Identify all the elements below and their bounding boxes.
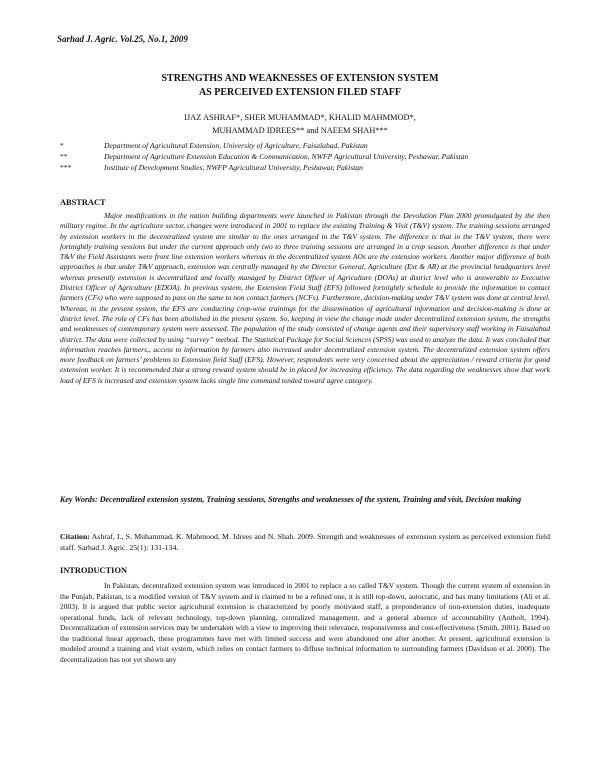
affiliation-item — [60, 152, 550, 162]
affiliation-text: Department of Agriculture Extension Education & Communication, NWFP Agricultural University, Peshawar, Pakistan — [104, 152, 469, 161]
author-list — [0, 111, 600, 137]
authors-line-1: IJAZ ASHRAF*, SHER MUHAMMAD*, KHALID MAHMMOD*, — [184, 113, 416, 122]
paper-title — [0, 72, 600, 100]
title-line-1: STRENGTHS AND WEAKNESSES OF EXTENSION SYSTEM — [161, 73, 439, 84]
introduction-heading: INTRODUCTION — [60, 566, 128, 575]
title-line-2: AS PERCEIVED EXTENSION FILED STAFF — [198, 87, 402, 98]
affiliation-mark: * — [60, 141, 64, 150]
authors-line-2: MUHAMMAD IDREES** and NAEEM SHAH*** — [212, 126, 388, 135]
journal-header: Sarhad J. Agric. Vol.25, No.1, 2009 — [57, 34, 188, 44]
affiliation-item — [60, 163, 550, 173]
affiliation-text: Institute of Development Studies, NWFP Agricultural University, Peshawar, Pakistan — [104, 163, 363, 172]
affiliation-text: Department of Agricultural Extension, University of Agriculture, Faisalabad, Pakistan — [104, 141, 368, 150]
keywords: Key Words: Decentralized extension system, Training sessions, Strengths and weaknesses of the system, Training and visit, Decision making — [60, 495, 522, 504]
citation-label: Citation: — [60, 532, 90, 541]
affiliation-mark: ** — [60, 152, 68, 161]
introduction-body: In Pakistan, decentralized extension system was introduced in 2001 to replace a so called T&V system. Though the current system of extension in the Punjab, Pakistan, is a modified version of T&V system and is claimed to be a refined one, it is still top-down, autocratic, and has many limitations (Ali et al. 2003). It is argued that public sector agricultural extension is characterized by poorly motivated staff, a preponderance of non-extension duties, inadequate operational funds, lack of relevant technology, top-down planning, centralized management, and a general absence of accountability (Antholt, 1994). Decentralization of extension services may be undertaken with a view to improving their relevance, responsiveness and cost-effectiveness (Smith, 2001). Based on the traditional linear approach, these programmes have met with limited success and were abandoned one after another. At present, agricultural extension is modeled around a training and visit system, which relies on contact farmers to diffuse technical information to surrounding farmers (Davidson et al. 2000). The decentralization has not yet shown any — [60, 581, 550, 664]
citation — [60, 531, 550, 553]
abstract-body: Major modifications in the nation building departments were launched in Pakistan through the Devolution Plan 2000 promulgated by the then military regime. In the agriculture sector, changes were introduced in 2001 to replace the existing Training & Visit (T&V) system. The training sessions arranged by extension workers in the decentralized system are similar to the ones arranged in the T&V system. The difference is that in the T&V system, there were fortnightly training sessions but under the current approach only two to three training sessions are arranged in a crop season. Another difference is that under T&V the Field Assistants were front line extension workers whereas in the decentralized system AOs are the extension workers. Another major difference of both approaches is that under T&V approach, extension was centrally managed by the Director General, Agriculture (Ext & AR) at the provincial headquarters level whereas presently extension is decentralized and locally managed by District Officer of Agriculture (DOAs) at district level who is answerable to Executive District Officer of Agriculture (EDOA). In previous system, the Extension Field Staff (EFS) followed fortnightly schedule to provide the information to contact farmers (CFs) who were supposed to pass on the same to non contact farmers (NCFs). Furthermore, decision-making under T&V system was done at central level. Whereas, in the present system, the EFS are conducting crop-wise trainings for the dissemination of agricultural information and decision-making is done at district level. The role of CFs has been abolished in the present system. So, keeping in view the change made under decentralized extension system, the strengths and weaknesses of contemporary system were assessed. The population of the study consisted of change agents and their supervisory staff working in Faisalabad district. The data were collected by using “survey” method. The Statistical Package for Social Sciences (SPSS) was used to analyze the data. It was concluded that information reaches farmers,, access to information by farmers also increased under decentralized extension system. The decentralized extension system offers more feedback on farmers’ problems to Extension field Staff (EFS). However, respondents were very concerned about the appreciation / reward criteria for good extension worker. It is recommended that a strong reward system should be in placed for increasing efficiency. The data regarding the weaknesses show that work load of EFS is increased and extension system lacks single line command tended toward agree category. — [60, 211, 550, 385]
affiliation-item — [60, 141, 550, 151]
citation-text: Ashraf, I., S. Muhammad, K. Mahmood, M. Idrees and N. Shah. 2009. Strength and weaknesses of extension system as perceived extension field staff. Sarhad J. Agric. 25(1): 131-134. — [60, 532, 550, 552]
affiliation-mark: *** — [60, 163, 72, 172]
abstract-heading: ABSTRACT — [60, 198, 106, 207]
affiliations — [60, 141, 550, 174]
